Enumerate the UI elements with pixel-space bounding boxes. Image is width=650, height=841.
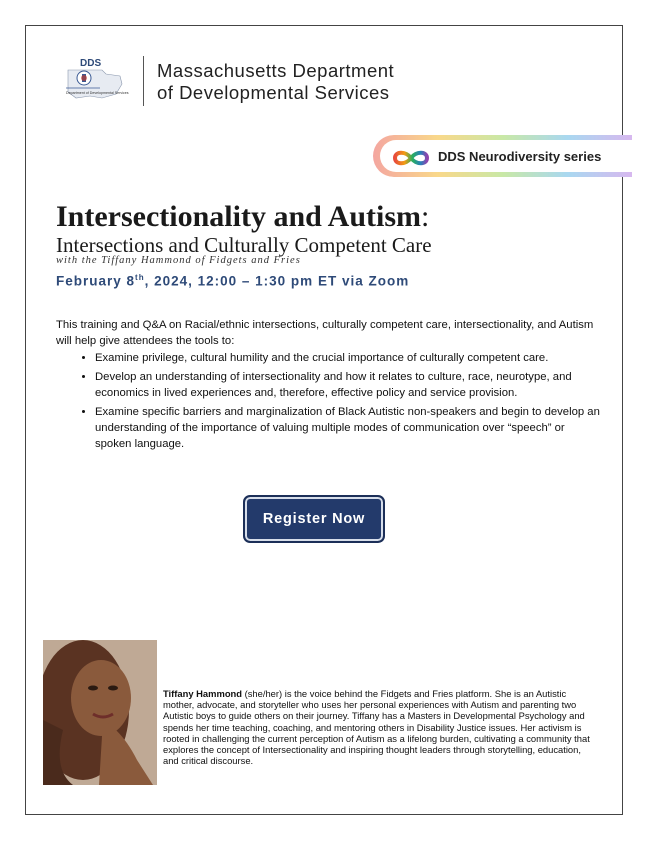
infinity-icon <box>389 148 433 168</box>
series-label: DDS Neurodiversity series <box>438 149 602 164</box>
header-divider <box>143 56 144 106</box>
presenter-name: Tiffany Hammond <box>163 688 243 699</box>
event-title-colon: : <box>421 200 430 233</box>
event-date-rest: , 2024, 12:00 – 1:30 pm ET via Zoom <box>144 273 410 289</box>
register-now-label: Register Now <box>262 511 366 527</box>
objective-item: • Examine privilege, cultural humility and the crucial importance of culturally competent care. <box>95 350 601 366</box>
intro-paragraph: This training and Q&A on Racial/ethnic intersections, culturally competent care, intersectionality, and Autism will help give attendees the tools to: <box>56 319 594 347</box>
department-name <box>157 60 394 104</box>
logo-dept-text: Department of Developmental Services <box>66 91 129 95</box>
presenter-photo <box>43 640 157 785</box>
presenter-bio-text: (she/her) is the voice behind the Fidgets and Fries platform. She is an Autistic mother, advocate, and storyteller who uses her personal experiences with Autism and parenting two Autistic boys to guide others on their journey. Tiffany has a Masters in Developmental Psychology and spends her time teaching, coaching, and mentoring others in Disability Justice issues. Her activism is rooted in challenging the current perception of Autism as a lifelong burden, cultivating a community that explores the concept of Intersectionality and inspiring thought leaders through storytelling, education, and critical discourse. <box>163 688 590 767</box>
logo-dds-text: DDS <box>80 58 102 69</box>
event-date-main: February 8 <box>56 273 136 289</box>
department-name-line2: of Developmental Services <box>157 82 390 103</box>
event-subtitle: Intersections and Culturally Competent Care <box>56 233 432 257</box>
objective-item: • Develop an understanding of intersectionality and how it relates to culture, race, neurotype, and economics in lived experiences and, therefore, effective policy and service provision. <box>95 369 601 401</box>
dds-logo <box>62 54 132 106</box>
objective-item: • Examine specific barriers and marginalization of Black Autistic non-speakers and begin to develop an understanding of the importance of valuing multiple modes of communication over “speech” or spoken language. <box>95 404 601 452</box>
register-now-button[interactable] <box>243 495 385 543</box>
event-presenter-line: with the Tiffany Hammond of Fidgets and Fries <box>56 255 301 266</box>
presenter-bio <box>163 688 593 766</box>
event-title-text: Intersectionality and Autism <box>56 200 422 233</box>
objectives-list <box>56 350 601 455</box>
event-date <box>56 273 409 289</box>
event-date-suffix: th <box>135 273 145 282</box>
event-title <box>56 200 429 234</box>
department-name-line1: Massachusetts Department <box>157 60 395 81</box>
